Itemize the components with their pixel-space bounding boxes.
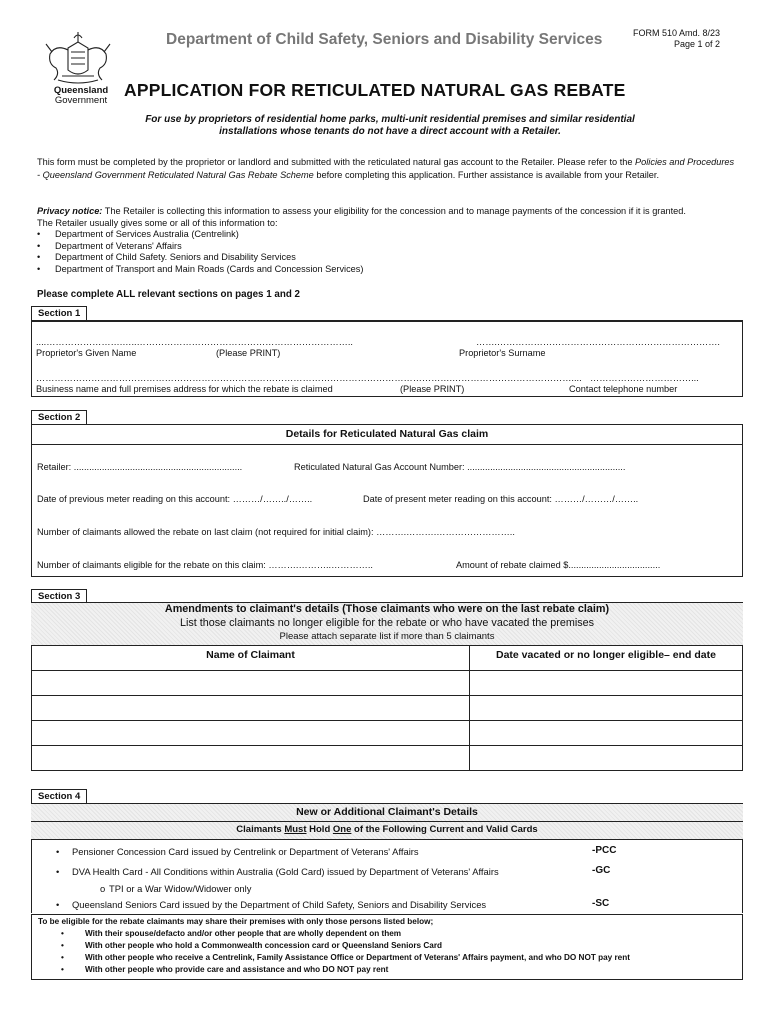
privacy-notice (37, 206, 737, 275)
privacy-line-2: The Retailer usually gives some or all of this information to: (37, 217, 278, 228)
address-field[interactable]: ……………………………………………………………………………………………………………………….………………………………….... (36, 373, 582, 383)
cards-heading-must: Must (284, 824, 307, 835)
present-meter-date-field[interactable]: Date of present meter reading on this account: ………/………/…….. (363, 494, 639, 504)
address-label: Business name and full premises address for which the rebate is claimed (36, 384, 333, 394)
claimant-name-cell[interactable] (32, 746, 470, 771)
table-row (32, 696, 743, 721)
bullet-icon: • (56, 899, 60, 910)
cards-heading-part: of the Following Current and Valid Cards (351, 824, 538, 835)
claimants-last-claim-field[interactable]: Number of claimants allowed the rebate on last claim (not required for initial claim): ……….……….…………………….. (37, 527, 515, 537)
form-number-block (633, 28, 720, 50)
privacy-item: • Department of Transport and Main Roads (Cards and Concession Services) (37, 264, 737, 276)
section-3-instruction: List those claimants no longer eligible for the rebate or who have vacated the premises (179, 616, 595, 629)
logo-line-2: Government (54, 95, 108, 106)
intro-policy-title: Policies and Procedures - Queensland Government Reticulated Natural Gas Rebate Scheme (37, 157, 735, 180)
eligibility-item: • With their spouse/defacto and/or other people that are wholly dependent on them (38, 928, 736, 940)
bullet-icon: • (56, 846, 60, 857)
section-1-tab: Section 1 (31, 306, 87, 320)
col-date-vacated: Date vacated or no longer eligible– end date (470, 646, 743, 671)
section-3-attach-note: Please attach separate list if more than 5 claimants (279, 631, 495, 642)
date-vacated-cell[interactable] (470, 746, 743, 771)
print-note-2: (Please PRINT) (400, 384, 465, 394)
card-code-pcc: -PCC (592, 845, 617, 856)
cards-heading-one: One (332, 824, 352, 835)
surname-field[interactable]: …….………………………………………………………………. (476, 337, 720, 347)
claimants-this-claim-field[interactable]: Number of claimants eligible for the rebate on this claim: ……….………..………….. (37, 560, 373, 570)
table-row (32, 746, 743, 771)
claimant-name-cell[interactable] (32, 696, 470, 721)
retailer-field[interactable]: Retailer: .................................................................. (37, 462, 243, 472)
amendments-table (31, 645, 743, 771)
card-text: Pensioner Concession Card issued by Centrelink or Department of Veterans' Affairs (72, 846, 419, 857)
card-text: DVA Health Card - All Conditions within Australia (Gold Card) issued by Department of Veterans' Affairs (72, 866, 499, 877)
intro-paragraph (37, 156, 737, 182)
subtitle-line-2: installations whose tenants do not have a direct account with a Retailer. (219, 126, 561, 137)
card-text: Queensland Seniors Card issued by the Department of Child Safety, Seniors and Disability Services (72, 899, 487, 910)
section-3-title: Amendments to claimant's details (Those claimants who were on the last rebate claim) (164, 603, 610, 615)
bullet-icon: • (56, 866, 60, 877)
phone-field[interactable]: ……………………………... (590, 373, 699, 383)
section-1-box (31, 322, 743, 397)
section-3-heading (31, 603, 743, 645)
rebate-amount-field[interactable]: Amount of rebate claimed $.................................... (456, 560, 661, 570)
section-2-tab: Section 2 (31, 410, 87, 424)
form-subtitle (90, 114, 690, 138)
intro-part-2: before completing this application. Further assistance is available from your Retailer. (313, 170, 660, 180)
col-name-of-claimant: Name of Claimant (32, 646, 470, 671)
eligibility-item: • With other people who receive a Centrelink, Family Assistance Office or Department of Veterans' Affairs payment, and who DO NOT pay rent (38, 952, 736, 964)
date-vacated-cell[interactable] (470, 721, 743, 746)
account-number-field[interactable]: Reticulated Natural Gas Account Number: .............................................................. (294, 462, 626, 472)
intro-part-1: This form must be completed by the proprietor or landlord and submitted with the reticulated natural gas account to the Retailer. Please refer to the (37, 157, 636, 167)
logo-line-1: Queensland (53, 85, 109, 96)
eligibility-item: • With other people who hold a Commonwealth concession card or Queensland Seniors Card (38, 940, 736, 952)
section-2-box (31, 424, 743, 577)
phone-label: Contact telephone number (569, 384, 678, 394)
subtitle-line-1: For use by proprietors of residential home parks, multi-unit residential premises and similar residential (145, 114, 635, 125)
claimant-name-cell[interactable] (32, 721, 470, 746)
privacy-label: Privacy notice: (37, 206, 103, 216)
previous-meter-date-field[interactable]: Date of previous meter reading on this account: ………/……../…….. (37, 494, 313, 504)
complete-note: Please complete ALL relevant sections on pages 1 and 2 (37, 289, 300, 300)
table-header-row (32, 646, 743, 671)
privacy-item: • Department of Services Australia (Centrelink) (37, 229, 737, 241)
privacy-item: • Department of Child Safety. Seniors and Disability Services (37, 252, 737, 264)
date-vacated-cell[interactable] (470, 671, 743, 696)
privacy-list (37, 229, 737, 275)
section-4-cards-heading (31, 822, 743, 840)
form-number: FORM 510 Amd. 8/23 (632, 28, 720, 38)
logo-wordmark (46, 86, 116, 106)
eligibility-list (38, 928, 736, 976)
sub-option-text: TPI or a War Widow/Widower only (109, 883, 252, 894)
form-title: APPLICATION FOR RETICULATED NATURAL GAS REBATE (124, 80, 626, 100)
surname-label: Proprietor's Surname (459, 348, 546, 358)
sub-bullet-icon: o (100, 883, 106, 894)
claimant-name-cell[interactable] (32, 671, 470, 696)
cards-heading-part: Claimants (236, 824, 285, 835)
card-code-gc: -GC (592, 865, 611, 876)
page-number: Page 1 of 2 (673, 39, 720, 49)
eligibility-box (31, 914, 743, 980)
privacy-text: The Retailer is collecting this information to assess your eligibility for the concession and to manage payments of the concession if it is granted. (102, 206, 686, 216)
cards-heading-part: Hold (306, 824, 333, 835)
print-note-1: (Please PRINT) (216, 348, 281, 358)
section-4-tab: Section 4 (31, 789, 87, 803)
table-row (32, 671, 743, 696)
given-name-label: Proprietor's Given Name (36, 348, 137, 358)
department-name: Department of Child Safety, Seniors and Disability Services (166, 31, 603, 48)
card-code-sc: -SC (592, 898, 610, 909)
table-row (32, 721, 743, 746)
given-name-field[interactable]: ....…………………….…..…………………………………………………………….. (36, 337, 353, 347)
date-vacated-cell[interactable] (470, 696, 743, 721)
eligibility-heading: To be eligible for the rebate claimants may share their premises with only those persons listed below; (38, 917, 434, 926)
eligibility-item: • With other people who provide care and assistance and who DO NOT pay rent (38, 964, 736, 976)
section-3-tab: Section 3 (31, 589, 87, 603)
section-4-heading: New or Additional Claimant's Details (31, 803, 743, 822)
section-2-heading: Details for Reticulated Natural Gas claim (32, 425, 742, 445)
privacy-item: • Department of Veterans' Affairs (37, 241, 737, 253)
